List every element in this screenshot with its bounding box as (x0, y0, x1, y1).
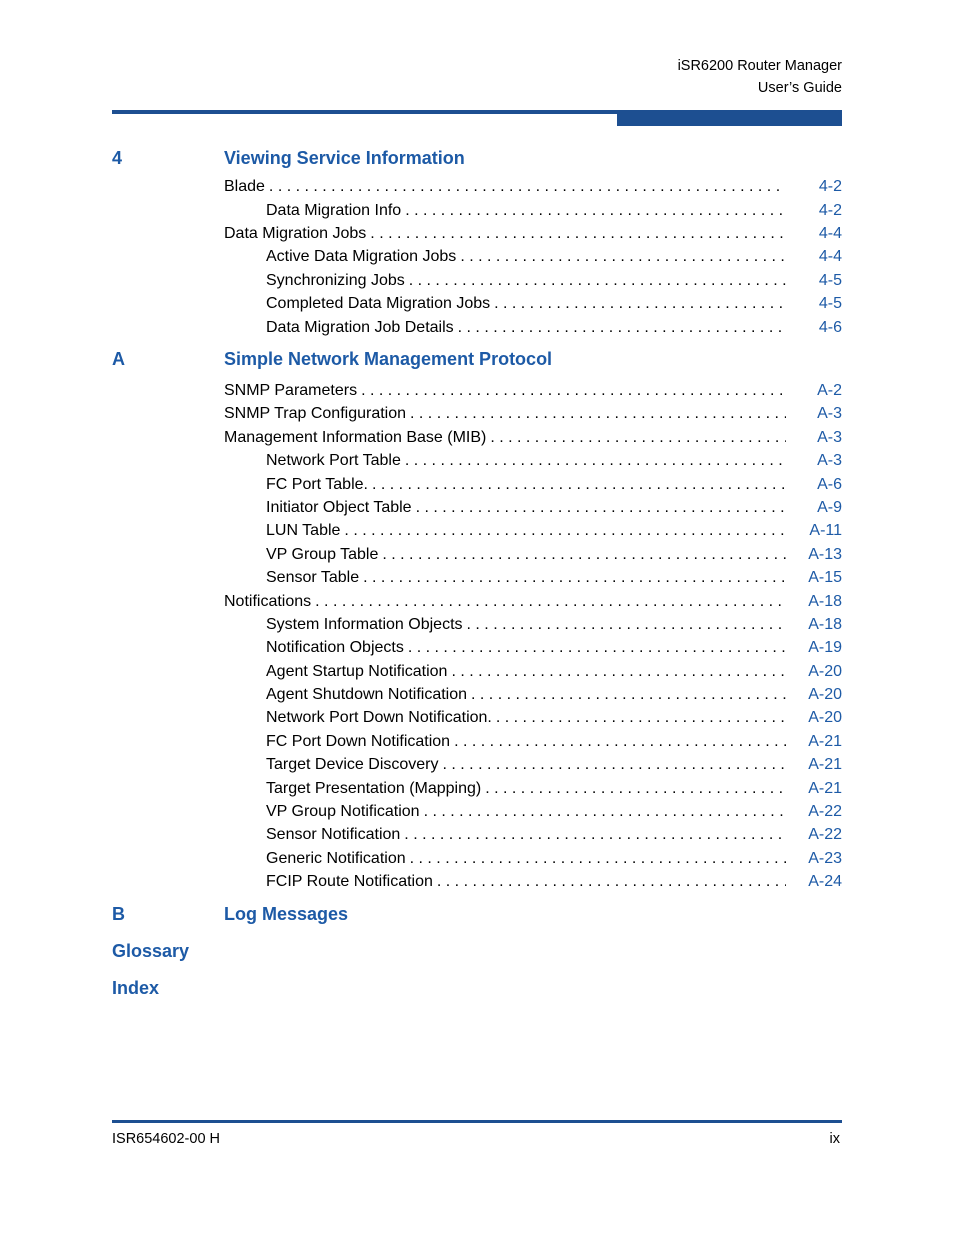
toc-entry-title: Synchronizing Jobs (266, 272, 405, 289)
dot-leader (405, 450, 786, 472)
toc-entry[interactable] (266, 707, 842, 729)
toc-entry-title: Data Migration Info (266, 202, 402, 219)
toc-page-link[interactable]: A-3 (817, 405, 842, 422)
dot-leader (410, 848, 786, 870)
toc-entry-title: Sensor Table (266, 569, 360, 586)
dot-leader (409, 270, 786, 292)
toc-entry-title: Data Migration Job Details (266, 319, 454, 336)
glossary-link[interactable]: Glossary (112, 941, 190, 961)
toc-page-link[interactable]: A-13 (808, 546, 842, 563)
header-guide-name: User’s Guide (757, 80, 842, 96)
dot-leader (451, 661, 786, 683)
toc-entry-title: Network Port Down Notification. (266, 709, 492, 726)
dot-leader (416, 497, 786, 519)
toc-entry-title: Blade (224, 178, 265, 195)
toc-entry-title: Agent Startup Notification (266, 663, 448, 680)
toc-entry[interactable] (266, 754, 842, 776)
toc-page-link[interactable]: A-18 (808, 593, 842, 610)
toc-entry-title: Network Port Table (266, 452, 401, 469)
toc-entry[interactable] (266, 614, 842, 636)
toc-entry[interactable] (266, 450, 842, 472)
dot-leader (370, 223, 786, 245)
dot-leader (410, 403, 786, 425)
dot-leader (408, 637, 786, 659)
header-product-name: iSR6200 Router Manager (677, 58, 842, 74)
chapter-title-link[interactable]: Viewing Service Information (224, 148, 465, 168)
toc-entry-title: Generic Notification (266, 850, 406, 867)
toc-page-link[interactable]: A-15 (808, 569, 842, 586)
toc-page-link[interactable]: A-21 (808, 733, 842, 750)
toc-entry[interactable] (266, 246, 842, 268)
toc-entry-title: Initiator Object Table (266, 499, 412, 516)
toc-entry[interactable] (224, 176, 842, 198)
toc-entry[interactable] (266, 824, 842, 846)
toc-page-link[interactable]: A-20 (808, 663, 842, 680)
dot-leader (485, 778, 786, 800)
index-link[interactable]: Index (112, 978, 160, 998)
dot-leader (424, 801, 786, 823)
toc-entry[interactable] (224, 591, 842, 613)
toc-entry-title: LUN Table (266, 522, 341, 539)
footer-rule (112, 1120, 842, 1123)
dot-leader (405, 200, 786, 222)
dot-leader (363, 567, 786, 589)
toc-page-link[interactable]: A-9 (817, 499, 842, 516)
dot-leader (460, 246, 786, 268)
toc-page-link[interactable]: A-20 (808, 709, 842, 726)
dot-leader (437, 871, 786, 893)
toc-entry[interactable] (266, 684, 842, 706)
dot-leader (494, 293, 786, 315)
toc-entry-title: Completed Data Migration Jobs (266, 295, 491, 312)
toc-page-link[interactable]: A-22 (808, 826, 842, 843)
toc-page-link[interactable]: A-22 (808, 803, 842, 820)
toc-page-link[interactable]: A-3 (817, 429, 842, 446)
toc-page-link[interactable]: A-11 (809, 522, 842, 539)
toc-entry-title: VP Group Notification (266, 803, 420, 820)
toc-page-link[interactable]: 4-5 (818, 295, 842, 312)
toc-page-link[interactable]: A-21 (808, 780, 842, 797)
dot-leader (490, 427, 786, 449)
toc-entry-title: System Information Objects (266, 616, 463, 633)
toc-entry[interactable] (266, 497, 842, 519)
toc-entry-title: Agent Shutdown Notification (266, 686, 468, 703)
toc-page-link[interactable]: A-18 (808, 616, 842, 633)
toc-entry[interactable] (266, 801, 842, 823)
toc-entry[interactable] (266, 871, 842, 893)
toc-page-link[interactable]: A-6 (817, 476, 842, 493)
chapter-number: 4 (112, 148, 123, 168)
toc-entry-title: Target Presentation (Mapping) (266, 780, 482, 797)
toc-entry[interactable] (266, 544, 842, 566)
toc-entry-title: SNMP Trap Configuration (224, 405, 407, 422)
dot-leader (344, 520, 786, 542)
toc-entry[interactable] (266, 848, 842, 870)
toc-entry[interactable] (266, 293, 842, 315)
toc-entry[interactable] (266, 474, 842, 496)
dot-leader (382, 544, 786, 566)
dot-leader (315, 591, 786, 613)
toc-entry[interactable] (224, 403, 842, 425)
toc-entry[interactable] (224, 380, 842, 402)
toc-entry-title: FCIP Route Notification (266, 873, 433, 890)
toc-entry-title: Notifications (224, 593, 312, 610)
toc-entry[interactable] (266, 270, 842, 292)
dot-leader (496, 707, 786, 729)
toc-entry[interactable] (266, 520, 842, 542)
dot-leader (471, 684, 786, 706)
chapter-number: A (112, 349, 125, 369)
toc-page-link[interactable]: A-3 (817, 452, 842, 469)
dot-leader (458, 317, 786, 339)
header-rule-tab (617, 110, 842, 126)
chapter-number: B (112, 904, 125, 924)
dot-leader (372, 474, 786, 496)
toc-entry-title: FC Port Table. (266, 476, 368, 493)
toc-entry-title: Notification Objects (266, 639, 404, 656)
toc-page-link[interactable]: A-24 (808, 873, 842, 890)
chapter-title-link[interactable]: Log Messages (224, 904, 349, 924)
toc-entry-title: Sensor Notification (266, 826, 401, 843)
toc-entry[interactable] (266, 317, 842, 339)
toc-entry-title: Data Migration Jobs (224, 225, 367, 242)
toc-entry[interactable] (266, 637, 842, 659)
toc-page-link[interactable]: 4-4 (818, 248, 842, 265)
toc-entry[interactable] (266, 778, 842, 800)
toc-entry[interactable] (266, 731, 842, 753)
toc-page-link[interactable]: A-21 (808, 756, 842, 773)
toc-entry-title: SNMP Parameters (224, 382, 358, 399)
dot-leader (467, 614, 786, 636)
toc-page-link[interactable]: A-20 (808, 686, 842, 703)
toc-entry[interactable] (266, 200, 842, 222)
toc-page-link[interactable]: A-23 (808, 850, 842, 867)
chapter-title-link[interactable]: Simple Network Management Protocol (224, 349, 553, 369)
toc-entry-title: Active Data Migration Jobs (266, 248, 457, 265)
dot-leader (443, 754, 787, 776)
toc-entry-title: Management Information Base (MIB) (224, 429, 487, 446)
toc-entry[interactable] (224, 427, 842, 449)
footer-page-number: ix (829, 1131, 840, 1147)
header-rule (112, 110, 617, 114)
toc-entry-title: FC Port Down Notification (266, 733, 451, 750)
footer-doc-number: ISR654602-00 H (112, 1131, 221, 1147)
toc-page-link[interactable]: 4-4 (818, 225, 842, 242)
toc-page-link[interactable]: 4-2 (818, 202, 842, 219)
dot-leader (361, 380, 786, 402)
toc-entry[interactable] (266, 661, 842, 683)
dot-leader (454, 731, 786, 753)
toc-entry-title: Target Device Discovery (266, 756, 439, 773)
toc-entry[interactable] (266, 567, 842, 589)
dot-leader (404, 824, 786, 846)
toc-page-link[interactable]: 4-5 (818, 272, 842, 289)
toc-page-link[interactable]: A-2 (817, 382, 842, 399)
toc-entry-title: VP Group Table (266, 546, 379, 563)
toc-page-link[interactable]: 4-6 (818, 319, 842, 336)
toc-page-link[interactable]: 4-2 (818, 178, 842, 195)
toc-entry[interactable] (224, 223, 842, 245)
toc-page-link[interactable]: A-19 (808, 639, 842, 656)
dot-leader (269, 176, 786, 198)
